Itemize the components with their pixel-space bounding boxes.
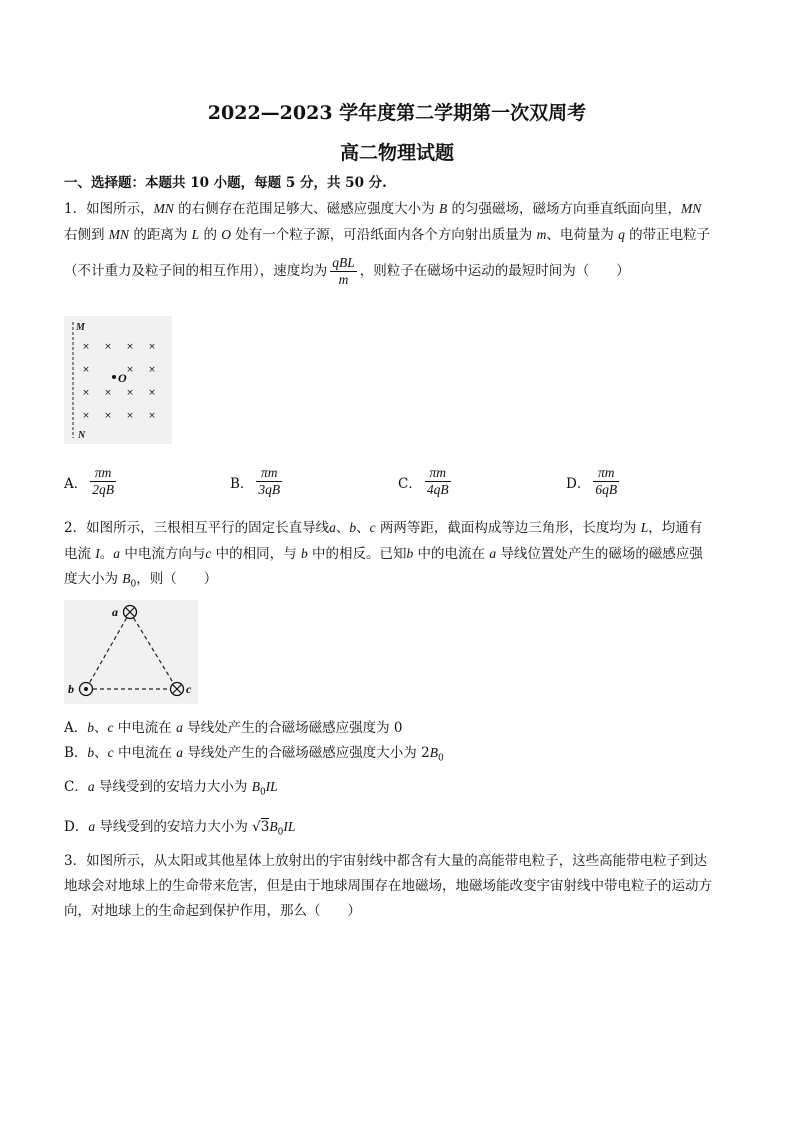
q2-line-1: 2．如图所示，三根相互平行的固定长直导线a、b、c 两两等距，截面构成等边三角形，长度均为 L，均通有 <box>64 520 703 536</box>
q3-line-1: 3．如图所示，从太阳或其他星体上放射出的宇宙射线中都含有大量的高能带电粒子，这些高能带电粒子到达 <box>64 853 708 869</box>
wire-c-into-page <box>171 683 184 696</box>
field-cross: × <box>148 342 156 352</box>
q2-option-a[interactable]: A．b、c 中电流在 a 导线处产生的合磁场磁感应强度为 0 <box>64 720 403 736</box>
q2-line-3: 度大小为 $B_0$，则（ ） <box>64 571 218 590</box>
field-cross: × <box>104 388 112 398</box>
section-heading: 一、选择题：本题共 10 小题，每题 5 分，共 50 分. <box>64 175 387 191</box>
q1-figure <box>64 316 172 444</box>
exam-title: 2022—2023 学年度第二学期第一次双周考 <box>207 102 587 124</box>
q2-figure <box>64 600 198 704</box>
field-cross: × <box>148 365 156 375</box>
q1-line-3: （不计重力及粒子间的相互作用），速度均为 $\frac{\text{qBL}}{m}$ ，则粒子在磁场中运动的最短时间为（ ） <box>64 255 630 288</box>
q2-option-c[interactable]: C．a 导线受到的安培力大小为 $B_0IL$ <box>64 779 278 798</box>
q2-option-b[interactable]: B．b、c 中电流在 a 导线处产生的合磁场磁感应强度大小为 $2B_0$ <box>64 745 444 764</box>
source-point <box>112 375 116 379</box>
field-cross: × <box>148 388 156 398</box>
label-b: b <box>68 682 74 696</box>
q1-line-1: 1．如图所示，MN 的右侧存在范围足够大、磁感应强度大小为 B 的匀强磁场，磁场方向垂直纸面向里，MN <box>64 201 702 217</box>
q1-option-c[interactable]: C． $\frac{\pi m}{4qB}$ <box>398 465 449 498</box>
field-cross: × <box>82 365 90 375</box>
q3-line-3: 向，对地球上的生命起到保护作用，那么（ ） <box>64 903 361 919</box>
field-cross: × <box>82 342 90 352</box>
field-cross: × <box>104 342 112 352</box>
field-cross: × <box>104 411 112 421</box>
field-cross: × <box>126 388 134 398</box>
label-a: a <box>112 605 118 619</box>
q1-option-b[interactable]: B． $\frac{\pi m}{3qB}$ <box>230 465 281 498</box>
field-cross: × <box>82 411 90 421</box>
field-cross: × <box>148 411 156 421</box>
label-M: M <box>76 322 85 333</box>
wire-b-out-of-page <box>80 683 93 696</box>
q2-line-2: 电流 I。a 中电流方向与c 中的相同，与 b 中的相反。已知b 中的电流在 a 导线位置处产生的磁场的磁感应强 <box>64 546 703 562</box>
q1-option-a[interactable]: A． $\frac{\pi m}{2qB}$ <box>64 465 114 498</box>
label-O: O <box>118 371 127 385</box>
q1-option-d[interactable]: D． $\frac{\pi m}{6qB}$ <box>566 465 618 498</box>
velocity-fraction: $\frac{\text{qBL}}{m}$ <box>332 255 355 288</box>
label-c: c <box>186 682 192 696</box>
field-cross: × <box>82 388 90 398</box>
exam-subtitle: 高二物理试题 <box>339 142 454 164</box>
field-cross: × <box>126 342 134 352</box>
label-N: N <box>78 430 86 441</box>
q2-option-d[interactable]: D．a 导线受到的安培力大小为 $√3B_0IL$ <box>64 819 296 838</box>
q3-line-2: 地球会对地球上的生命带来危害，但是由于地球周围存在地磁场，地磁场能改变宇宙射线中带电粒子的运动方 <box>64 878 712 894</box>
field-cross: × <box>126 365 134 375</box>
field-cross: × <box>126 411 134 421</box>
q1-line-2: 右侧到 MN 的距离为 L 的 O 处有一个粒子源，可沿纸面内各个方向射出质量为 m、电荷量为 q 的带正电粒子 <box>64 227 711 243</box>
wire-a-into-page <box>124 606 137 619</box>
